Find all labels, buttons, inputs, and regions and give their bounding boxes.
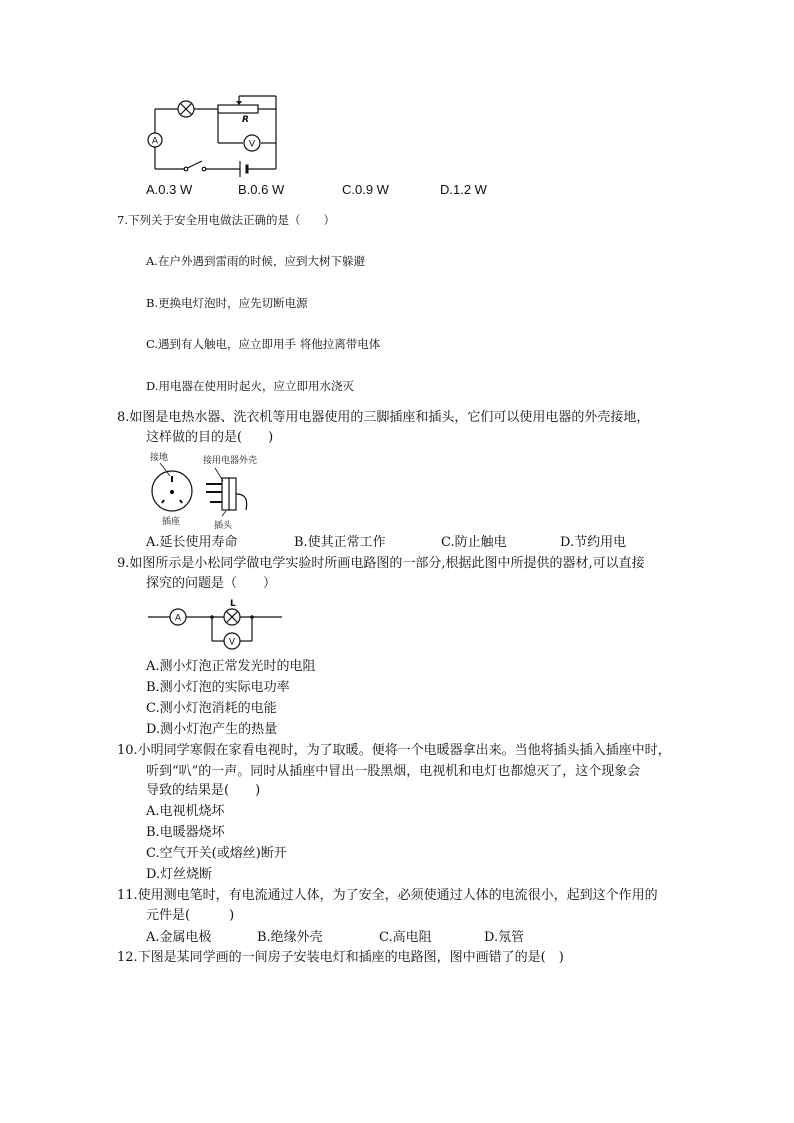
label-socket: 插座 (162, 517, 181, 527)
q6-option-d: D.1.2 W (440, 182, 487, 197)
svg-text:A: A (151, 136, 159, 147)
q11-stem-line1: 11.使用测电笔时，有电流通过人体，为了安全，必须使通过人体的电流很小，起到这个作用的 (117, 888, 658, 903)
q9-stem-line2: 探究的问题是（ ） (146, 576, 277, 591)
q9-option-d: D.测小灯泡产生的热量 (146, 722, 278, 737)
q11-option-b: B.绝缘外壳 (257, 930, 323, 945)
q9-option-c: C.测小灯泡消耗的电能 (146, 701, 277, 716)
voltmeter-symbol-q9 (224, 633, 240, 649)
q8-option-d: D.节约用电 (560, 535, 627, 550)
rheostat-label: R (242, 115, 249, 125)
q9-option-b: B.测小灯泡的实际电功率 (146, 680, 290, 695)
lamp-symbol-q9 (224, 609, 240, 625)
svg-text:V: V (248, 139, 256, 150)
ammeter-symbol-q9 (170, 609, 186, 625)
q10-option-c: C.空气开关(或熔丝)断开 (146, 846, 287, 861)
q12-stem: 12.下图是某同学画的一间房子安装电灯和插座的电路图，图中画错了的是( ) (117, 950, 564, 965)
svg-text:A: A (174, 613, 182, 624)
q9-option-a: A.测小灯泡正常发光时的电阻 (146, 659, 316, 674)
q8-option-a: A.延长使用寿命 (146, 535, 238, 550)
svg-text:V: V (228, 637, 236, 648)
q6-option-a: A.0.3 W (146, 182, 193, 197)
q10-option-d: D.灯丝烧断 (146, 867, 213, 882)
q7-option-c: C.遇到有人触电，应立即用手 将他拉离带电体 (146, 337, 381, 351)
q10-stem-line2: 听到“叭”的一声。同时从插座中冒出一股黑烟，电视机和电灯也都熄灭了，这个现象会 (146, 764, 641, 779)
q6-option-b: B.0.6 W (238, 182, 285, 197)
q7-stem: 7.下列关于安全用电做法正确的是（ ） (117, 213, 335, 227)
q7-option-b: B.更换电灯泡时，应先切断电源 (146, 296, 308, 310)
q10-option-b: B.电暖器烧坏 (146, 825, 225, 840)
lamp-label-q9: L (230, 599, 236, 609)
label-plug: 插头 (214, 521, 233, 531)
label-shell: 接用电器外壳 (203, 456, 258, 466)
q8-stem-line1: 8.如图是电热水器、洗衣机等用电器使用的三脚插座和插头，它们可以使用电器的外壳接地， (117, 410, 650, 425)
q10-stem-line3: 导致的结果是( ) (146, 783, 261, 798)
q8-option-b: B.使其正常工作 (294, 535, 386, 550)
q10-option-a: A.电视机烧坏 (146, 804, 225, 819)
q10-stem-line1: 10.小明同学寒假在家看电视时，为了取暖。便将一个电暖器拿出来。当他将插头插入插座中时， (117, 743, 671, 758)
q11-option-d: D.氖管 (484, 930, 525, 945)
q6-option-c: C.0.9 W (342, 182, 389, 197)
q8-option-c: C.防止触电 (441, 535, 507, 550)
q8-stem-line2: 这样做的目的是( ) (146, 430, 274, 445)
q7-option-a: A.在户外遇到雷雨的时候，应到大树下躲避 (146, 254, 365, 268)
q9-stem-line1: 9.如图所示是小松同学做电学实验时所画电路图的一部分,根据此图中所提供的器材,可以直接 (117, 556, 645, 571)
q7-option-d: D.用电器在使用时起火，应立即用水浇灭 (146, 379, 354, 393)
q11-stem-line2: 元件是( ) (146, 908, 235, 923)
q11-option-c: C.高电阻 (379, 930, 432, 945)
label-ground: 接地 (150, 453, 169, 463)
q11-option-a: A.金属电极 (146, 930, 212, 945)
